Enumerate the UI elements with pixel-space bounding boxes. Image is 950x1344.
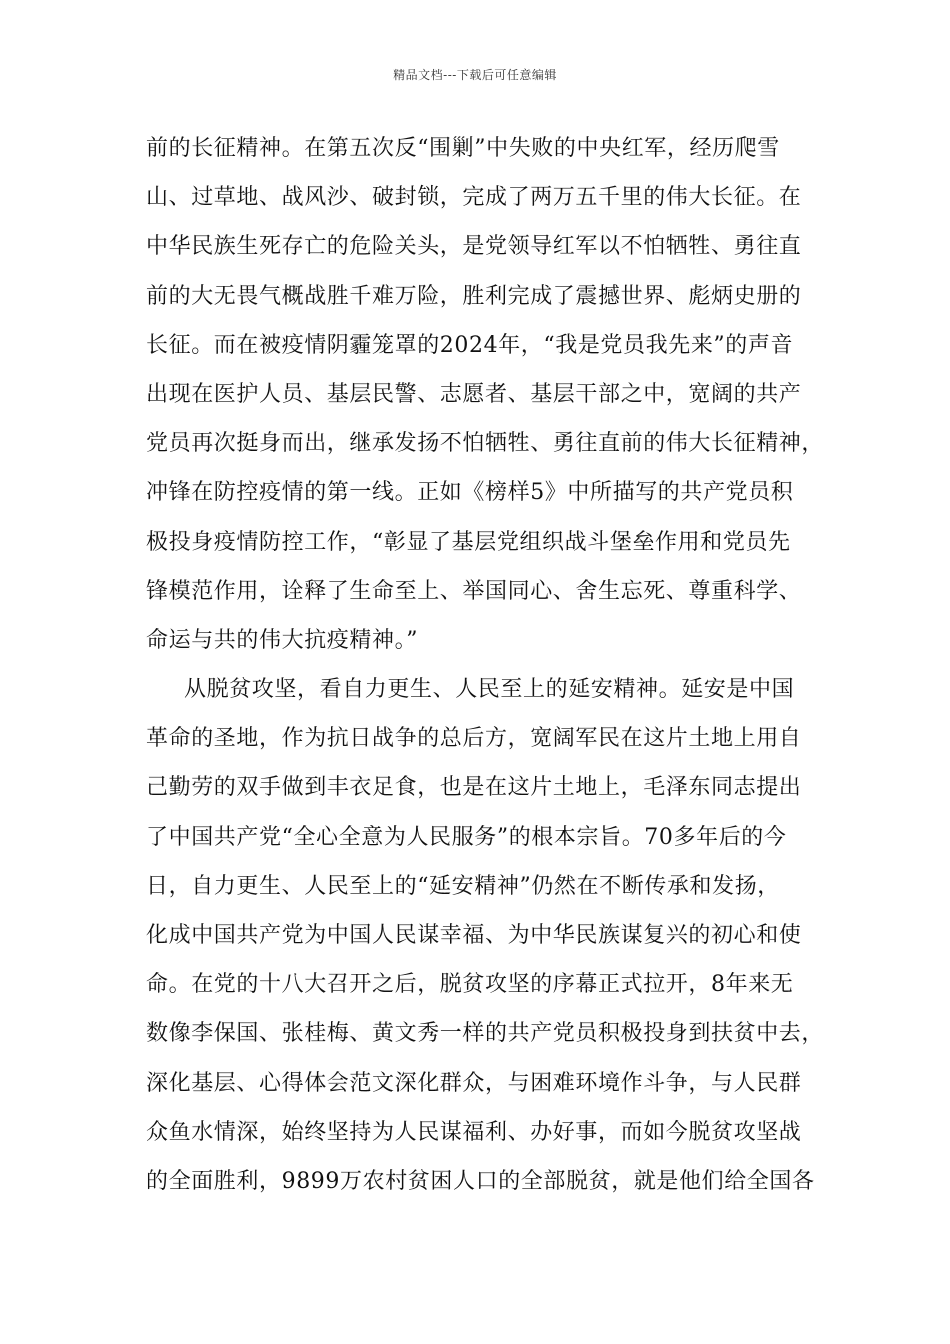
text-line: 锋模范作用，诠释了生命至上、举国同心、舍生忘死、尊重科学、 xyxy=(146,578,802,604)
text-line: 党员再次挺身而出，继承发扬不怕牺牲、勇往直前的伟大长征精神， xyxy=(146,431,825,457)
page-header: 精品文档---下载后可任意编辑 xyxy=(393,68,557,82)
text-line: 前的长征精神。在第五次反“围剿”中失败的中央红军，经历爬雪 xyxy=(146,136,780,161)
text-line: 化成中国共产党为中国人民谋幸福、为中华民族谋复兴的初心和使 xyxy=(146,923,802,948)
text-line: 命运与共的伟大抗疫精神。” xyxy=(146,627,419,653)
paragraph-first-line: 从脱贫攻坚，看自力更生、人民至上的延安精神。延安是中国 xyxy=(184,677,795,703)
text-line: 了中国共产党“全心全意为人民服务”的根本宗旨。70多年后的今 xyxy=(146,824,787,850)
text-line: 冲锋在防控疫情的第一线。正如《榜样5》中所描写的共产党员积 xyxy=(146,480,794,506)
text-line: 深化基层、心得体会范文深化群众，与困难环境作斗争，与人民群 xyxy=(146,1070,802,1096)
text-line: 己勤劳的双手做到丰衣足食，也是在这片土地上，毛泽东同志提出 xyxy=(146,775,802,801)
text-line: 数像李保国、张桂梅、黄文秀一样的共产党员积极投身到扶贫中去， xyxy=(146,1021,825,1047)
text-line: 日，自力更生、人民至上的“延安精神”仍然在不断传承和发扬， xyxy=(146,873,780,899)
text-line: 山、过草地、战风沙、破封锁，完成了两万五千里的伟大长征。在 xyxy=(146,185,802,211)
text-line: 众鱼水情深，始终坚持为人民谋福利、办好事，而如今脱贫攻坚战 xyxy=(146,1119,802,1145)
text-line: 出现在医护人员、基层民警、志愿者、基层干部之中，宽阔的共产 xyxy=(146,381,802,407)
text-line: 极投身疫情防控工作，“彰显了基层党组织战斗堡垒作用和党员先 xyxy=(146,529,791,555)
text-line: 中华民族生死存亡的危险关头，是党领导红军以不怕牺牲、勇往直 xyxy=(146,234,802,260)
text-line: 的全面胜利，9899万农村贫困人口的全部脱贫，就是他们给全国各 xyxy=(146,1168,815,1194)
text-line: 前的大无畏气概战胜千难万险，胜利完成了震撼世界、彪炳史册的 xyxy=(146,283,802,309)
text-line: 长征。而在被疫情阴霾笼罩的2024年，“我是党员我先来”的声音 xyxy=(146,332,794,358)
document-body xyxy=(146,134,825,1216)
text-line: 命。在党的十八大召开之后，脱贫攻坚的序幕正式拉开，8年来无 xyxy=(146,972,794,998)
text-line: 革命的圣地，作为抗日战争的总后方，宽阔军民在这片土地上用自 xyxy=(146,726,802,752)
